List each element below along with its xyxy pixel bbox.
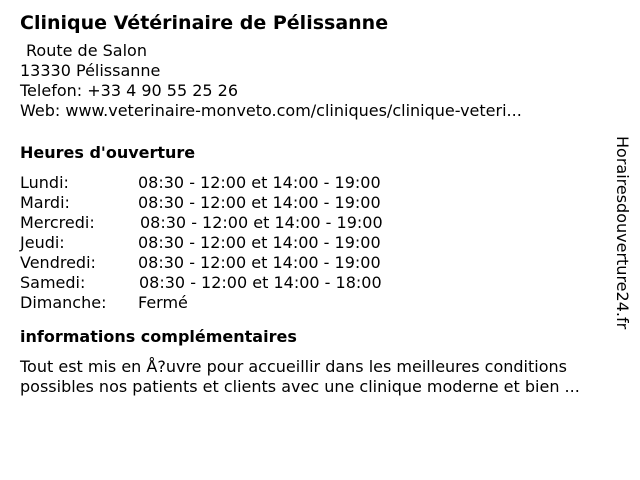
day-label: Samedi: (20, 273, 86, 292)
website-line: Web: www.veterinaire-monveto.com/cliniques/clinique-veteri... (20, 101, 522, 120)
info-line: possibles nos patients et clients avec une clinique moderne et bien ... (20, 377, 580, 396)
day-label: Vendredi: (20, 253, 96, 272)
day-label: Mardi: (20, 193, 70, 212)
hours-row-tuesday (20, 193, 610, 213)
time-range: 08:30 - 12:00 et 14:00 - 19:00 (138, 173, 381, 192)
opening-hours-heading: Heures d'ouverture (20, 143, 196, 162)
opening-hours-list (20, 173, 610, 313)
additional-info-text (20, 357, 620, 397)
phone-line: Telefon: +33 4 90 55 25 26 (20, 81, 239, 100)
time-range: 08:30 - 12:00 et 14:00 - 19:00 (140, 213, 383, 232)
day-label: Dimanche: (20, 293, 107, 312)
info-line: Tout est mis en Å?uvre pour accueillir dans les meilleures conditions (20, 357, 567, 376)
time-range: Fermé (138, 293, 188, 312)
site-watermark: Horairesdouverture24.fr (613, 136, 632, 330)
hours-row-thursday (20, 233, 610, 253)
hours-row-friday (20, 253, 610, 273)
time-range: 08:30 - 12:00 et 14:00 - 19:00 (138, 233, 381, 252)
clinic-card (20, 10, 610, 397)
day-label: Mercredi: (20, 213, 95, 232)
clinic-name: Clinique Vétérinaire de Pélissanne (20, 12, 389, 34)
hours-row-sunday (20, 293, 610, 313)
hours-row-wednesday (20, 213, 610, 233)
address-street: Route de Salon (26, 41, 147, 60)
day-label: Lundi: (20, 173, 69, 192)
hours-row-monday (20, 173, 610, 193)
additional-info-heading: informations complémentaires (20, 327, 297, 346)
time-range: 08:30 - 12:00 et 14:00 - 18:00 (139, 273, 382, 292)
hours-row-saturday (20, 273, 610, 293)
day-label: Jeudi: (20, 233, 65, 252)
time-range: 08:30 - 12:00 et 14:00 - 19:00 (138, 253, 381, 272)
time-range: 08:30 - 12:00 et 14:00 - 19:00 (138, 193, 381, 212)
address-city: 13330 Pélissanne (20, 61, 161, 80)
